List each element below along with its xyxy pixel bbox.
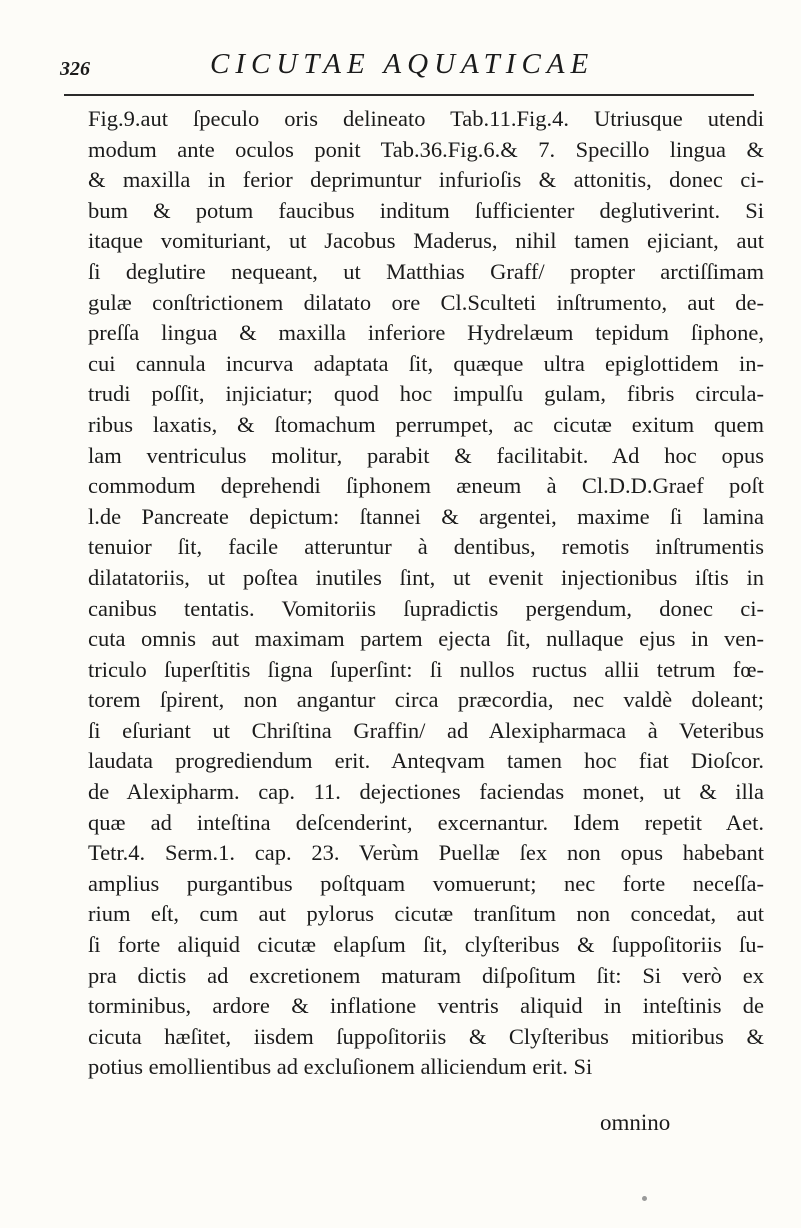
- text-line: bum & potum faucibus inditum ſufficienter deglutiverint. Si: [88, 197, 764, 223]
- text-line: torem ſpirent, non angantur circa præcordia, nec valdè doleant;: [88, 687, 764, 713]
- catchword: omnino: [600, 1110, 671, 1135]
- text-line: lam ventriculus molitur, parabit & facilitabit. Ad hoc opus: [88, 442, 764, 468]
- text-line: torminibus, ardore & inflatione ventris aliquid in inteſtinis de: [88, 993, 764, 1019]
- text-line: quæ ad inteſtina deſcenderint, excernantur. Idem repetit Aet.: [88, 809, 764, 835]
- text-line: trudi poſſit, injiciatur; quod hoc impulſu gulam, fibris circula-: [88, 381, 764, 407]
- text-line: dilatatoriis, ut poſtea inutiles ſint, ut evenit injectionibus iſtis in: [88, 564, 764, 590]
- text-line: triculo ſuperſtitis ſigna ſuperſint: ſi nullos ructus allii tetrum fœ-: [88, 656, 764, 682]
- text-line: preſſa lingua & maxilla inferiore Hydrelæum tepidum ſiphone,: [88, 320, 764, 346]
- body-text: [88, 104, 764, 1083]
- text-line: potius emollientibus ad excluſionem alliciendum erit. Si: [88, 1054, 593, 1080]
- print-speck: [642, 1196, 647, 1201]
- text-line: ribus laxatis, & ſtomachum perrumpet, ac cicutæ exitum quem: [88, 411, 764, 437]
- text-line: Fig.9.aut ſpeculo oris delineato Tab.11.Fig.4. Utriusque utendi: [88, 106, 764, 131]
- text-line: gulæ conſtrictionem dilatato ore Cl.Sculteti inſtrumento, aut de-: [88, 289, 764, 315]
- text-line: commodum deprehendi ſiphonem æneum à Cl.D.D.Graef poſt: [88, 473, 764, 499]
- text-line: canibus tentatis. Vomitoriis ſupradictis pergendum, donec ci-: [88, 595, 764, 621]
- text-line: cicuta hæſitet, iisdem ſuppoſitoriis & Clyſteribus mitioribus &: [88, 1023, 764, 1049]
- page-number: 326: [60, 58, 90, 80]
- text-line: rium eſt, cum aut pylorus cicutæ tranſitum non concedat, aut: [88, 901, 764, 927]
- text-line: de Alexipharm. cap. 11. dejectiones faciendas monet, ut & illa: [88, 779, 764, 805]
- text-line: ſi eſuriant ut Chriſtina Graffin/ ad Alexipharmaca à Veteribus: [88, 717, 764, 743]
- text-line: l.de Pancreate depictum: ſtannei & argentei, maxime ſi lamina: [88, 503, 764, 529]
- text-line: modum ante oculos ponit Tab.36.Fig.6.& 7. Specillo lingua &: [88, 136, 764, 162]
- text-line: itaque vomituriant, ut Jacobus Maderus, nihil tamen ejiciant, aut: [88, 228, 764, 254]
- page-header: [60, 46, 760, 94]
- text-line: amplius purgantibus poſtquam vomuerunt; nec forte neceſſa-: [88, 870, 764, 896]
- text-line: tenuior ſit, facile atteruntur à dentibus, remotis inſtrumentis: [88, 534, 764, 560]
- text-line: ſi forte aliquid cicutæ elapſum ſit, clyſteribus & ſuppoſitoriis ſu-: [88, 932, 764, 958]
- text-line: laudata progrediendum erit. Anteqvam tamen hoc fiat Dioſcor.: [88, 748, 764, 774]
- text-line: cui cannula incurva adaptata ſit, quæque ultra epiglottidem in-: [88, 350, 764, 376]
- text-line: Tetr.4. Serm.1. cap. 23. Verùm Puellæ ſex non opus habebant: [88, 840, 764, 866]
- text-line: & maxilla in ferior deprimuntur infurioſis & attonitis, donec ci-: [88, 167, 764, 193]
- text-line: pra dictis ad excretionem maturam diſpoſitum ſit: Si verò ex: [88, 962, 764, 988]
- running-title: CICUTAE AQUATICAE: [210, 48, 595, 80]
- text-line: ſi deglutire nequeant, ut Matthias Graff/ propter arctiſſimam: [88, 258, 764, 284]
- text-line: cuta omnis aut maximam partem ejecta ſit, nullaque ejus in ven-: [88, 626, 764, 652]
- header-rule: [64, 94, 754, 96]
